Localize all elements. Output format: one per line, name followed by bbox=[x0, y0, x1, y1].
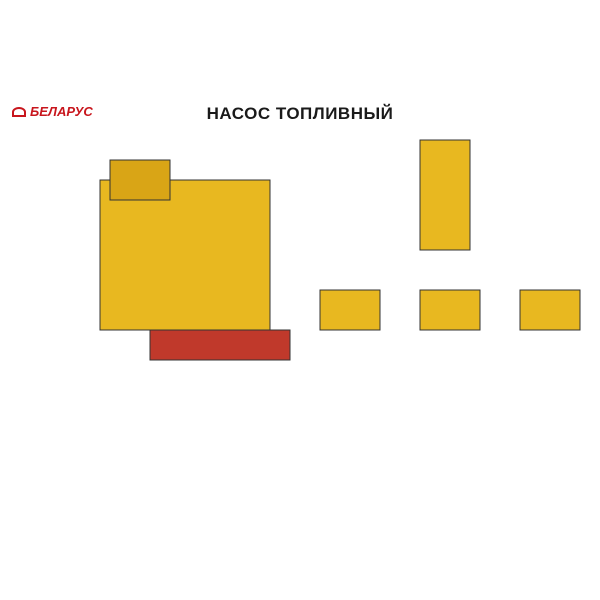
regulator-modes-illustrations bbox=[320, 290, 580, 330]
poster-title: НАСОС ТОПЛИВНЫЙ bbox=[206, 104, 394, 123]
pump-section-illustration bbox=[420, 140, 470, 250]
logo-text: БЕЛАРУС bbox=[30, 104, 93, 119]
main-pump-cutaway-illustration bbox=[100, 160, 290, 360]
